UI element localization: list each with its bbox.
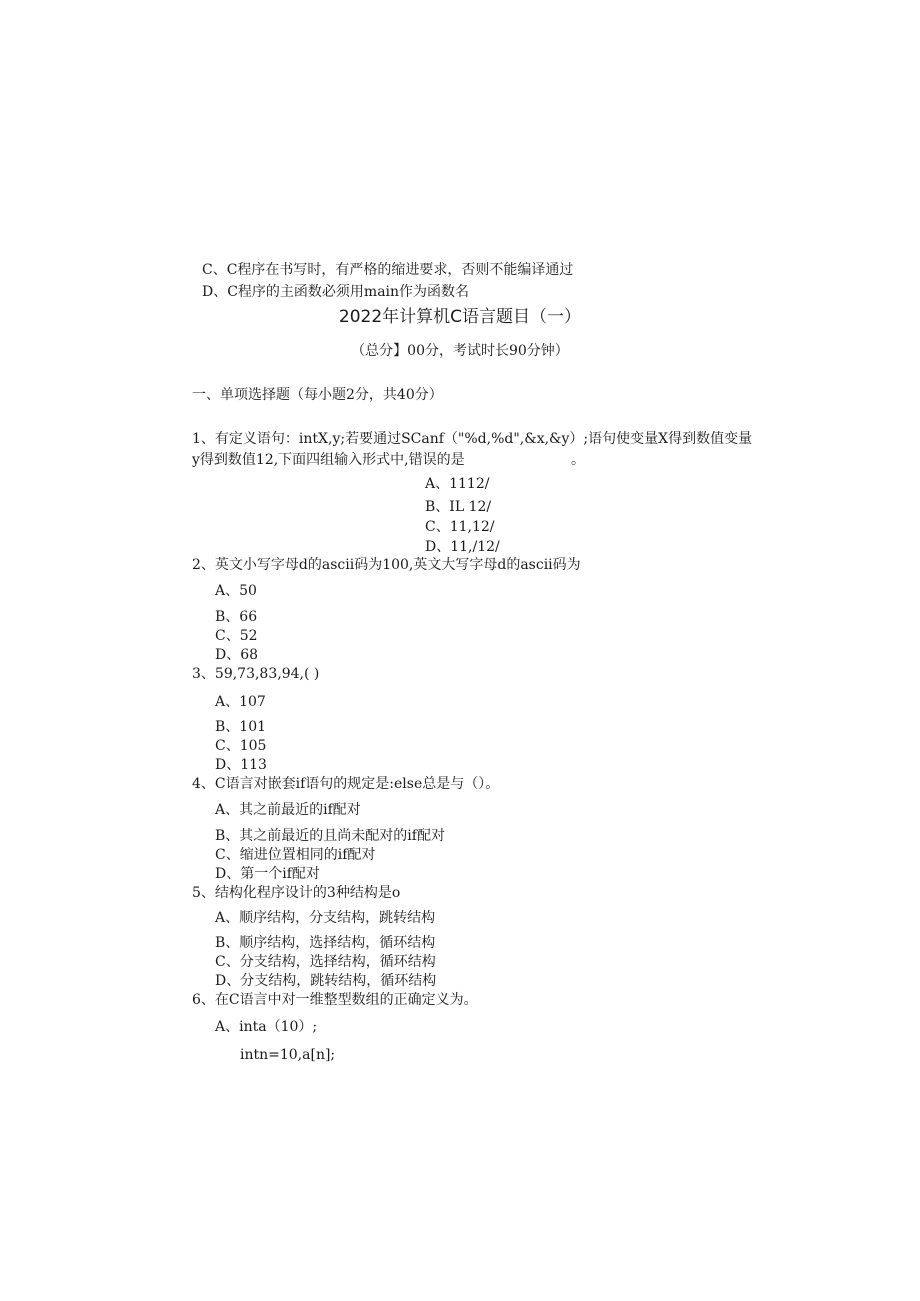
question-3-option-b: B、101 — [215, 719, 267, 735]
question-2-option-b: B、66 — [215, 609, 258, 625]
question-5-stem: 5、结构化程序设计的3种结构是o — [192, 885, 401, 901]
question-1-option-a: A、1112/ — [425, 476, 490, 492]
question-2-option-c: C、52 — [215, 628, 258, 644]
question-4-option-d: D、第一个if配对 — [215, 866, 320, 882]
question-3-option-a: A、107 — [215, 694, 266, 710]
exam-subtitle: （总分】00分，考试时长90分钟） — [351, 343, 569, 359]
question-2-option-d: D、68 — [215, 647, 259, 663]
question-6-option-a: A、inta（10）; — [215, 1019, 318, 1035]
question-2-stem: 2、英文小写字母d的ascii码为100,英文大写字母d的ascii码为 — [192, 557, 581, 573]
page-title: 2022年计算机C语言题目（一） — [338, 307, 582, 327]
question-1-option-d: D、11,/12/ — [425, 539, 500, 555]
question-1-option-c: C、11,12/ — [425, 519, 495, 535]
question-4-option-c: C、缩进位置相同的if配对 — [215, 847, 376, 863]
question-4-option-b: B、其之前最近的且尚未配对的if配对 — [215, 828, 445, 844]
question-5-option-a: A、顺序结构，分支结构，跳转结构 — [215, 910, 436, 926]
question-3-stem: 3、59,73,83,94,( ) — [192, 666, 320, 682]
question-5-option-c: C、分支结构，选择结构，循环结构 — [215, 954, 436, 970]
question-1-stem-line2: y得到数值12,下面四组输入形式中,错误的是 — [192, 452, 465, 468]
question-4-stem: 4、C语言对嵌套if语句的规定是:else总是与（）。 — [192, 776, 500, 792]
option-c-prev: C、C程序在书写时，有严格的缩进要求，否则不能编译通过 — [202, 262, 574, 278]
question-1-option-b: B、IL 12/ — [425, 499, 492, 515]
question-1-stem-line1: 1、有定义语句：intX,y;若要通过SCanf（"%d,%d",&x,&y）;语句使变量X得到数值变量 — [192, 431, 753, 447]
question-1-stem-tail: 。 — [571, 452, 585, 468]
question-3-option-d: D、113 — [215, 757, 267, 773]
option-d-prev: D、C程序的主函数必须用main作为函数名 — [202, 284, 470, 300]
question-3-option-c: C、105 — [215, 738, 267, 754]
question-2-option-a: A、50 — [215, 583, 257, 599]
section-heading: 一、单项选择题（每小题2分，共40分） — [192, 387, 443, 403]
question-5-option-b: B、顺序结构，选择结构，循环结构 — [215, 935, 436, 951]
question-6-stem: 6、在C语言中对一维整型数组的正确定义为。 — [192, 992, 478, 1008]
question-6-option-a-continuation: intn=10,a[n]; — [240, 1047, 336, 1063]
question-4-option-a: A、其之前最近的if配对 — [215, 802, 361, 818]
question-5-option-d: D、分支结构，跳转结构，循环结构 — [215, 973, 437, 989]
